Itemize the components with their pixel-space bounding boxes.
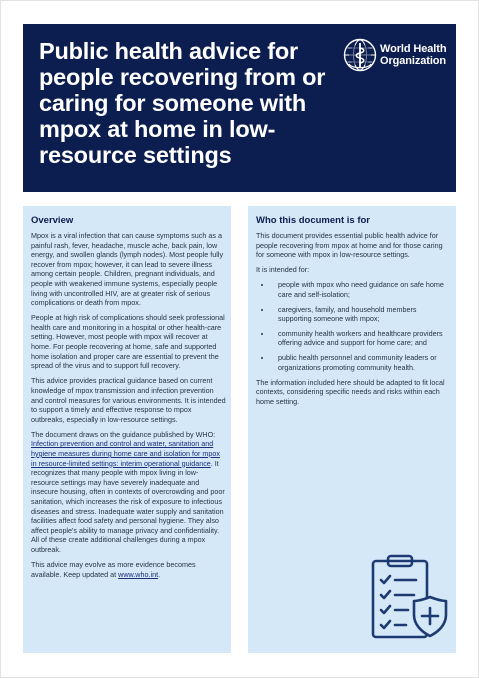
- audience-paragraph-3: The information included here should be adapted to fit local contexts, considering specific needs and risks within each home setting.: [256, 377, 445, 406]
- overview-paragraph-5: [31, 560, 226, 579]
- audience-body: [256, 231, 451, 412]
- medical-checklist-icon: [370, 553, 448, 641]
- audience-list-item: • caregivers, family, and household members supporting someone with mpox;: [272, 305, 451, 324]
- overview-paragraph-1: Mpox is a viral infection that can cause symptoms such as a painful rash, fever, headache, muscle ache, back pain, low energy, and swollen glands (lymph nodes). Most people fully recover from mpox; however, it can lead to severe illness among certain people. Children, pregnant individuals, and people with weakened immune systems, especially people living with uncontrolled HIV, are at greater risk of serious complications or death from mpox.: [31, 231, 224, 308]
- overview-paragraph-2: People at high risk of complications should seek professional health care and monitoring in a hospital or other health-care setting. However, most people with mpox will recover at home. For people recovering at home, safe and supported home isolation and proper care are essential to prevent the spread of the virus and to support full recovery.: [31, 313, 225, 371]
- who-wordmark: [380, 43, 446, 67]
- overview-p4-lead: The document draws on the guidance published by WHO:: [31, 429, 216, 439]
- overview-body: [31, 231, 226, 585]
- audience-list: [256, 280, 451, 372]
- audience-list-item: • people with mpox who need guidance on safe home care and self-isolation;: [272, 280, 451, 299]
- page-title: Public health advice for people recovering from or caring for someone with mpox at home in low-resource settings: [39, 38, 326, 168]
- who-wordmark-line2: Organization: [380, 55, 447, 67]
- audience-list-item: • public health personnel and community leaders or organizations promoting community health.: [272, 353, 451, 372]
- overview-panel: [23, 206, 231, 653]
- overview-paragraph-3: This advice provides practical guidance based on current knowledge of mpox transmission and infection prevention and control measures for various environments. It is intended to support a timely and effective response to mpox outbreaks, especially in low-resource settings.: [31, 376, 226, 424]
- audience-heading: Who this document is for: [256, 215, 370, 226]
- overview-paragraph-4: [31, 430, 226, 555]
- audience-paragraph-1: This document provides essential public health advice for people recovering from mpox at home and for those caring for someone with mpox in low-resource settings.: [256, 231, 443, 260]
- overview-p5-end: .: [158, 569, 161, 579]
- overview-heading: Overview: [31, 215, 74, 226]
- who-website-link[interactable]: www.who.int: [118, 569, 159, 579]
- overview-p4-rest: . It recognizes that many people with mpox living in low-resource settings may have severely inadequate and insecure housing, often in contexts of overcrowding and poor sanitation, which increases the risk of exposure to infectious diseases and stress. Inadequate water supply and sanitation facilities affect food safety and personal hygiene. They also affect people's ability to manage privacy and confidentiality. All of these create additional challenges during a mpox outbreak.: [31, 458, 225, 554]
- guidance-link[interactable]: Infection prevention and control and water, sanitation and hygiene measures during home care and isolation for mpox in resource-limited settings: interim operational guidance: [31, 439, 220, 468]
- audience-panel: [248, 206, 456, 653]
- who-emblem-icon: [343, 38, 377, 72]
- audience-list-item: • community health workers and healthcare providers offering advice and support for home care; and: [272, 329, 451, 348]
- audience-paragraph-2: It is intended for:: [256, 265, 310, 275]
- who-logo: [343, 38, 453, 74]
- who-wordmark-line1: World Health: [380, 43, 447, 55]
- header-banner: [23, 24, 456, 192]
- overview-p5-lead: This advice may evolve as more evidence becomes available. Keep updated at: [31, 560, 196, 579]
